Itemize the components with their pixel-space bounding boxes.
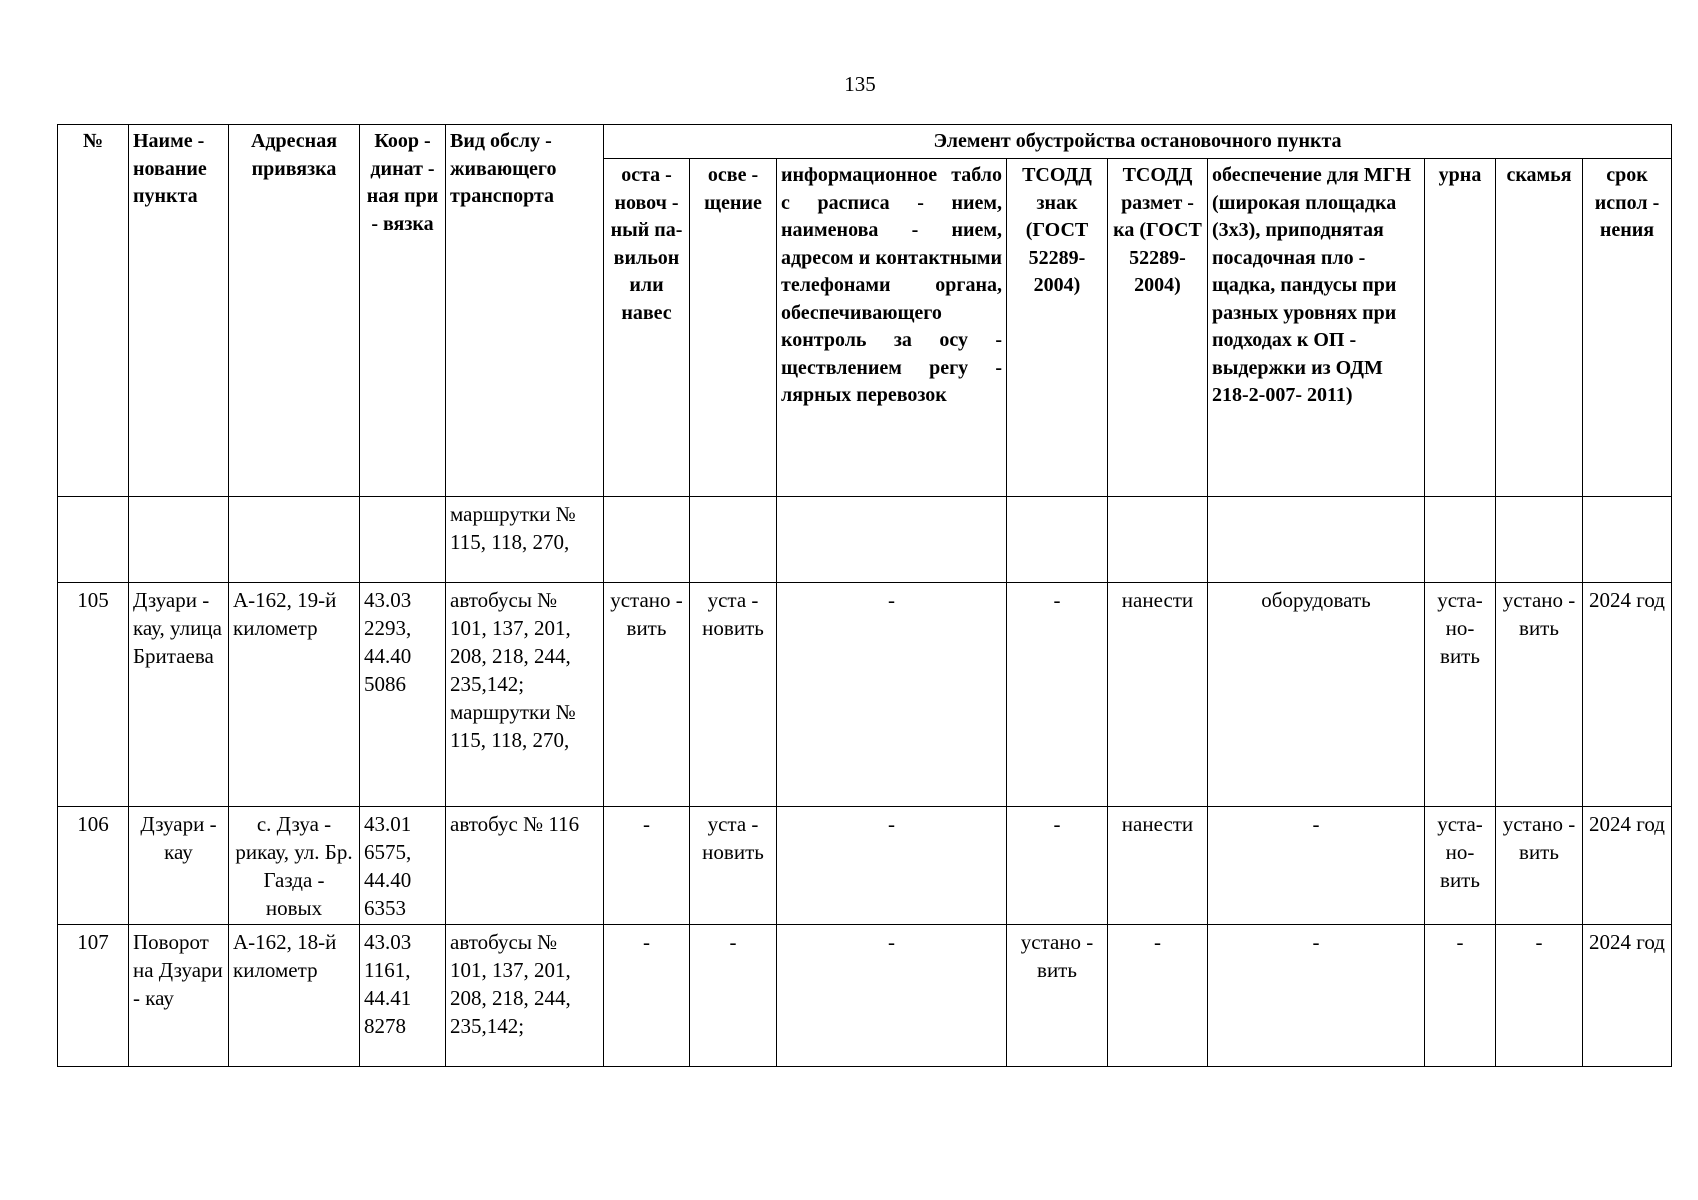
cell-pavilion <box>604 497 690 583</box>
cell-stop-name: Дзуари - кау <box>129 807 229 925</box>
cell-road-marking: - <box>1108 925 1208 1067</box>
cell-stop-name: Поворот на Дзуари - кау <box>129 925 229 1067</box>
cell-mgn-accessibility: - <box>1208 807 1425 925</box>
cell-coordinates: 43.01 6575, 44.40 6353 <box>360 807 446 925</box>
cell-address: А-162, 19-й километр <box>229 583 360 807</box>
cell-road-sign <box>1007 497 1108 583</box>
header-road-marking: ТСОДД размет - ка (ГОСТ 52289- 2004) <box>1108 159 1208 497</box>
cell-number: 106 <box>58 807 129 925</box>
cell-deadline <box>1583 497 1672 583</box>
header-row-1 <box>58 125 1672 159</box>
cell-mgn-accessibility: - <box>1208 925 1425 1067</box>
cell-road-marking: нанести <box>1108 807 1208 925</box>
header-transport-type: Вид обслу - живающего транспорта <box>446 125 604 497</box>
cell-road-sign: устано - вить <box>1007 925 1108 1067</box>
table-row <box>58 583 1672 807</box>
cell-info-board: - <box>777 807 1007 925</box>
cell-address: А-162, 18-й километр <box>229 925 360 1067</box>
cell-road-sign: - <box>1007 583 1108 807</box>
cell-lighting: уста - новить <box>690 583 777 807</box>
header-number: № <box>58 125 129 497</box>
table-row <box>58 925 1672 1067</box>
cell-lighting <box>690 497 777 583</box>
cell-bench: - <box>1496 925 1583 1067</box>
cell-number: 105 <box>58 583 129 807</box>
cell-info-board: - <box>777 925 1007 1067</box>
header-pavilion: оста - новоч - ный па- вильон или навес <box>604 159 690 497</box>
header-road-sign: ТСОДД знак (ГОСТ 52289- 2004) <box>1007 159 1108 497</box>
bus-stops-table <box>57 124 1672 1067</box>
cell-road-marking: нанести <box>1108 583 1208 807</box>
header-mgn-accessibility: обеспечение для МГН (широкая площадка (3х3), приподнятая посадочная пло - щадка, пандусы при разных уровнях при подходах к ОП - выдержки из ОДМ 218-2-007- 2011) <box>1208 159 1425 497</box>
cell-urn: уста- но- вить <box>1425 807 1496 925</box>
header-stop-name: Наиме - нование пункта <box>129 125 229 497</box>
cell-number: 107 <box>58 925 129 1067</box>
cell-bench <box>1496 497 1583 583</box>
cell-mgn-accessibility <box>1208 497 1425 583</box>
cell-stop-name <box>129 497 229 583</box>
header-equipment-group: Элемент обустройства остановочного пункта <box>604 125 1672 159</box>
cell-road-marking <box>1108 497 1208 583</box>
header-lighting: осве - щение <box>690 159 777 497</box>
cell-urn <box>1425 497 1496 583</box>
cell-urn: - <box>1425 925 1496 1067</box>
cell-lighting: - <box>690 925 777 1067</box>
cell-deadline: 2024 год <box>1583 807 1672 925</box>
cell-deadline: 2024 год <box>1583 583 1672 807</box>
header-deadline: срок испол - нения <box>1583 159 1672 497</box>
cell-number <box>58 497 129 583</box>
cell-bench: устано - вить <box>1496 583 1583 807</box>
header-bench: скамья <box>1496 159 1583 497</box>
cell-mgn-accessibility: оборудовать <box>1208 583 1425 807</box>
page-number: 135 <box>844 72 876 96</box>
header-urn: урна <box>1425 159 1496 497</box>
table-row <box>58 497 1672 583</box>
cell-pavilion: - <box>604 807 690 925</box>
cell-urn: уста- но- вить <box>1425 583 1496 807</box>
cell-address <box>229 497 360 583</box>
cell-info-board <box>777 497 1007 583</box>
cell-lighting: уста - новить <box>690 807 777 925</box>
header-address: Адресная привязка <box>229 125 360 497</box>
cell-coordinates: 43.03 2293, 44.40 5086 <box>360 583 446 807</box>
cell-transport: маршрутки № 115, 118, 270, <box>446 497 604 583</box>
cell-info-board: - <box>777 583 1007 807</box>
cell-coordinates <box>360 497 446 583</box>
cell-address: с. Дзуа - рикау, ул. Бр. Газда - новых <box>229 807 360 925</box>
cell-transport: автобус № 116 <box>446 807 604 925</box>
cell-deadline: 2024 год <box>1583 925 1672 1067</box>
header-coordinates: Коор - динат - ная при - вязка <box>360 125 446 497</box>
cell-transport: автобусы № 101, 137, 201, 208, 218, 244, 235,142; <box>446 925 604 1067</box>
cell-transport: автобусы № 101, 137, 201, 208, 218, 244, 235,142; маршрутки № 115, 118, 270, <box>446 583 604 807</box>
cell-road-sign: - <box>1007 807 1108 925</box>
cell-coordinates: 43.03 1161, 44.41 8278 <box>360 925 446 1067</box>
cell-stop-name: Дзуари - кау, улица Бритаева <box>129 583 229 807</box>
cell-pavilion: - <box>604 925 690 1067</box>
cell-bench: устано - вить <box>1496 807 1583 925</box>
header-info-board: информационное табло с расписа - нием, наименова - нием, адресом и контактными телефонами органа, обеспечивающего контроль за осу - ществлением регу - лярных перевозок <box>777 159 1007 497</box>
table-row <box>58 807 1672 925</box>
cell-pavilion: устано - вить <box>604 583 690 807</box>
